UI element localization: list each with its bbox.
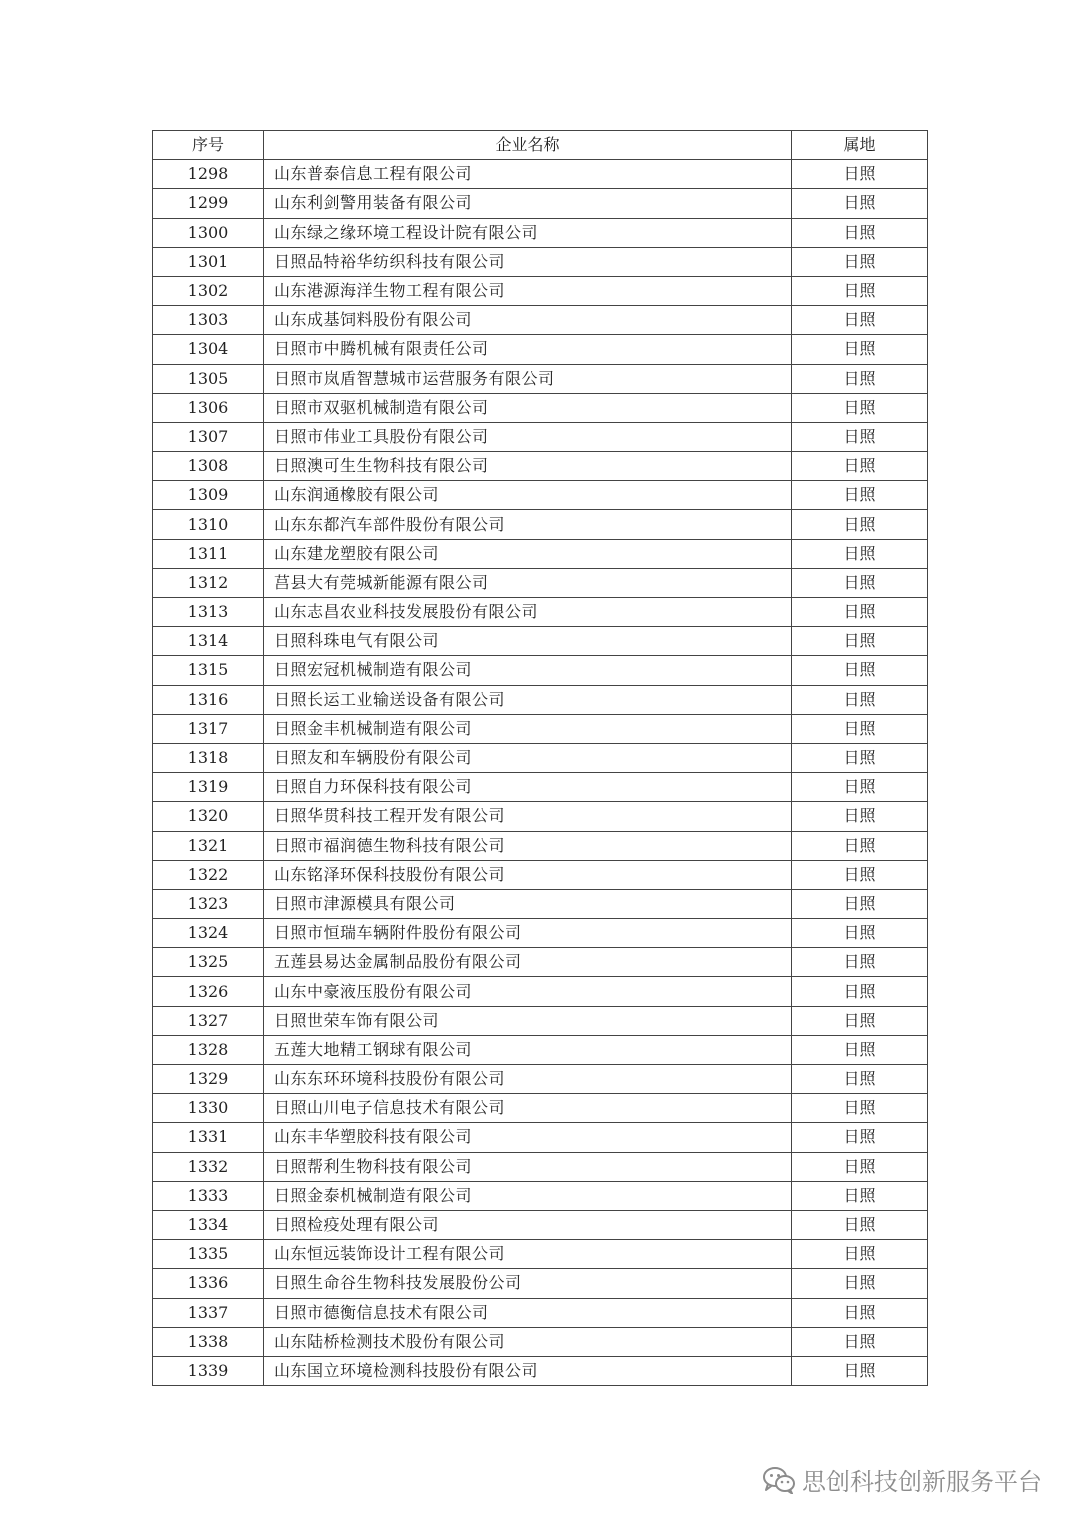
cell-region: 日照 (792, 1356, 928, 1385)
cell-region: 日照 (792, 743, 928, 772)
cell-region: 日照 (792, 218, 928, 247)
cell-serial-number: 1318 (153, 743, 264, 772)
cell-region: 日照 (792, 247, 928, 276)
cell-region: 日照 (792, 568, 928, 597)
cell-company-name: 日照金丰机械制造有限公司 (264, 714, 792, 743)
table-row (153, 1327, 928, 1356)
cell-company-name: 山东志昌农业科技发展股份有限公司 (264, 598, 792, 627)
table-row (153, 889, 928, 918)
table-row (153, 1210, 928, 1239)
cell-serial-number: 1304 (153, 335, 264, 364)
cell-serial-number: 1306 (153, 393, 264, 422)
table-row (153, 1006, 928, 1035)
cell-serial-number: 1333 (153, 1181, 264, 1210)
cell-company-name: 日照澳可生生物科技有限公司 (264, 452, 792, 481)
cell-serial-number: 1307 (153, 422, 264, 451)
cell-company-name: 山东国立环境检测科技股份有限公司 (264, 1356, 792, 1385)
table-header (153, 131, 928, 160)
cell-company-name: 日照品特裕华纺织科技有限公司 (264, 247, 792, 276)
cell-region: 日照 (792, 598, 928, 627)
cell-serial-number: 1320 (153, 802, 264, 831)
cell-company-name: 日照市双驱机械制造有限公司 (264, 393, 792, 422)
cell-serial-number: 1316 (153, 685, 264, 714)
cell-company-name: 山东绿之缘环境工程设计院有限公司 (264, 218, 792, 247)
table-row (153, 948, 928, 977)
cell-region: 日照 (792, 773, 928, 802)
cell-company-name: 日照市福润德生物科技有限公司 (264, 831, 792, 860)
table-row (153, 977, 928, 1006)
cell-company-name: 山东铭泽环保科技股份有限公司 (264, 860, 792, 889)
cell-serial-number: 1299 (153, 189, 264, 218)
table-row (153, 1123, 928, 1152)
cell-company-name: 山东成基饲料股份有限公司 (264, 306, 792, 335)
cell-serial-number: 1338 (153, 1327, 264, 1356)
cell-company-name: 日照友和车辆股份有限公司 (264, 743, 792, 772)
cell-serial-number: 1325 (153, 948, 264, 977)
cell-region: 日照 (792, 452, 928, 481)
cell-serial-number: 1302 (153, 276, 264, 305)
header-row (153, 131, 928, 160)
cell-company-name: 山东中豪液压股份有限公司 (264, 977, 792, 1006)
table-row (153, 452, 928, 481)
cell-company-name: 日照市伟业工具股份有限公司 (264, 422, 792, 451)
cell-company-name: 日照科珠电气有限公司 (264, 627, 792, 656)
table-row (153, 189, 928, 218)
cell-region: 日照 (792, 860, 928, 889)
table-row (153, 1152, 928, 1181)
cell-region: 日照 (792, 1210, 928, 1239)
cell-serial-number: 1323 (153, 889, 264, 918)
cell-serial-number: 1319 (153, 773, 264, 802)
table-row (153, 306, 928, 335)
cell-region: 日照 (792, 481, 928, 510)
cell-region: 日照 (792, 306, 928, 335)
cell-region: 日照 (792, 393, 928, 422)
cell-region: 日照 (792, 1152, 928, 1181)
table-row (153, 1181, 928, 1210)
cell-company-name: 日照检疫处理有限公司 (264, 1210, 792, 1239)
cell-company-name: 日照长运工业输送设备有限公司 (264, 685, 792, 714)
cell-region: 日照 (792, 685, 928, 714)
table-row (153, 860, 928, 889)
cell-serial-number: 1322 (153, 860, 264, 889)
table-row (153, 1356, 928, 1385)
cell-serial-number: 1328 (153, 1035, 264, 1064)
table-row (153, 1035, 928, 1064)
wechat-icon (762, 1466, 796, 1494)
header-region: 属地 (792, 131, 928, 160)
cell-serial-number: 1326 (153, 977, 264, 1006)
enterprise-table (152, 130, 928, 1386)
table-row (153, 568, 928, 597)
cell-region: 日照 (792, 831, 928, 860)
cell-serial-number: 1327 (153, 1006, 264, 1035)
table-row (153, 481, 928, 510)
cell-serial-number: 1332 (153, 1152, 264, 1181)
cell-serial-number: 1298 (153, 160, 264, 189)
cell-serial-number: 1305 (153, 364, 264, 393)
table-row (153, 364, 928, 393)
table-row (153, 335, 928, 364)
cell-serial-number: 1303 (153, 306, 264, 335)
table-row (153, 1240, 928, 1269)
table-row (153, 656, 928, 685)
cell-company-name: 五莲大地精工钢球有限公司 (264, 1035, 792, 1064)
cell-serial-number: 1334 (153, 1210, 264, 1239)
cell-region: 日照 (792, 1094, 928, 1123)
cell-company-name: 日照市恒瑞车辆附件股份有限公司 (264, 919, 792, 948)
cell-company-name: 山东润通橡胶有限公司 (264, 481, 792, 510)
table-row (153, 919, 928, 948)
cell-region: 日照 (792, 977, 928, 1006)
cell-company-name: 日照金泰机械制造有限公司 (264, 1181, 792, 1210)
cell-region: 日照 (792, 422, 928, 451)
cell-company-name: 日照市岚盾智慧城市运营服务有限公司 (264, 364, 792, 393)
cell-region: 日照 (792, 1298, 928, 1327)
cell-region: 日照 (792, 1240, 928, 1269)
cell-region: 日照 (792, 160, 928, 189)
cell-company-name: 日照市中腾机械有限责任公司 (264, 335, 792, 364)
cell-company-name: 山东建龙塑胶有限公司 (264, 539, 792, 568)
table-row (153, 773, 928, 802)
watermark-text: 思创科技创新服务平台 (802, 1468, 1042, 1496)
cell-company-name: 日照自力环保科技有限公司 (264, 773, 792, 802)
table-row (153, 714, 928, 743)
cell-serial-number: 1330 (153, 1094, 264, 1123)
table-row (153, 539, 928, 568)
table-row (153, 627, 928, 656)
table-row (153, 218, 928, 247)
cell-company-name: 山东东都汽车部件股份有限公司 (264, 510, 792, 539)
cell-region: 日照 (792, 1006, 928, 1035)
cell-company-name: 日照山川电子信息技术有限公司 (264, 1094, 792, 1123)
cell-company-name: 山东恒远装饰设计工程有限公司 (264, 1240, 792, 1269)
table-row (153, 510, 928, 539)
cell-serial-number: 1335 (153, 1240, 264, 1269)
table-row (153, 276, 928, 305)
cell-region: 日照 (792, 802, 928, 831)
cell-serial-number: 1308 (153, 452, 264, 481)
table-row (153, 802, 928, 831)
cell-region: 日照 (792, 189, 928, 218)
cell-region: 日照 (792, 276, 928, 305)
cell-serial-number: 1314 (153, 627, 264, 656)
cell-region: 日照 (792, 656, 928, 685)
cell-company-name: 山东丰华塑胶科技有限公司 (264, 1123, 792, 1152)
table-row (153, 598, 928, 627)
cell-serial-number: 1310 (153, 510, 264, 539)
table-row (153, 393, 928, 422)
cell-region: 日照 (792, 335, 928, 364)
table-body (153, 160, 928, 1386)
cell-company-name: 五莲县易达金属制品股份有限公司 (264, 948, 792, 977)
cell-serial-number: 1339 (153, 1356, 264, 1385)
cell-serial-number: 1312 (153, 568, 264, 597)
cell-serial-number: 1324 (153, 919, 264, 948)
cell-serial-number: 1313 (153, 598, 264, 627)
cell-company-name: 日照华贯科技工程开发有限公司 (264, 802, 792, 831)
cell-region: 日照 (792, 1065, 928, 1094)
cell-company-name: 山东利剑警用装备有限公司 (264, 189, 792, 218)
table-row (153, 247, 928, 276)
table-row (153, 1298, 928, 1327)
cell-company-name: 日照市德衡信息技术有限公司 (264, 1298, 792, 1327)
cell-company-name: 山东港源海洋生物工程有限公司 (264, 276, 792, 305)
cell-company-name: 山东东环环境科技股份有限公司 (264, 1065, 792, 1094)
table-row (153, 831, 928, 860)
cell-region: 日照 (792, 1035, 928, 1064)
cell-serial-number: 1315 (153, 656, 264, 685)
table-row (153, 1269, 928, 1298)
cell-region: 日照 (792, 510, 928, 539)
cell-serial-number: 1300 (153, 218, 264, 247)
cell-company-name: 莒县大有莞城新能源有限公司 (264, 568, 792, 597)
cell-serial-number: 1321 (153, 831, 264, 860)
header-company-name: 企业名称 (264, 131, 792, 160)
cell-serial-number: 1311 (153, 539, 264, 568)
cell-company-name: 山东陆桥检测技术股份有限公司 (264, 1327, 792, 1356)
cell-region: 日照 (792, 1269, 928, 1298)
cell-company-name: 日照宏冠机械制造有限公司 (264, 656, 792, 685)
cell-serial-number: 1317 (153, 714, 264, 743)
cell-company-name: 日照市津源模具有限公司 (264, 889, 792, 918)
cell-region: 日照 (792, 627, 928, 656)
cell-serial-number: 1337 (153, 1298, 264, 1327)
cell-company-name: 日照世荣车饰有限公司 (264, 1006, 792, 1035)
cell-company-name: 日照帮利生物科技有限公司 (264, 1152, 792, 1181)
cell-region: 日照 (792, 714, 928, 743)
cell-serial-number: 1331 (153, 1123, 264, 1152)
watermark (762, 1462, 1042, 1497)
table-row (153, 685, 928, 714)
cell-serial-number: 1336 (153, 1269, 264, 1298)
cell-region: 日照 (792, 948, 928, 977)
cell-region: 日照 (792, 919, 928, 948)
table-row (153, 743, 928, 772)
cell-serial-number: 1301 (153, 247, 264, 276)
table-row (153, 1094, 928, 1123)
table-row (153, 1065, 928, 1094)
cell-region: 日照 (792, 539, 928, 568)
cell-region: 日照 (792, 889, 928, 918)
cell-region: 日照 (792, 1181, 928, 1210)
cell-company-name: 山东普泰信息工程有限公司 (264, 160, 792, 189)
cell-serial-number: 1329 (153, 1065, 264, 1094)
table-row (153, 160, 928, 189)
cell-region: 日照 (792, 364, 928, 393)
cell-company-name: 日照生命谷生物科技发展股份公司 (264, 1269, 792, 1298)
cell-region: 日照 (792, 1327, 928, 1356)
cell-region: 日照 (792, 1123, 928, 1152)
header-serial-number: 序号 (153, 131, 264, 160)
cell-serial-number: 1309 (153, 481, 264, 510)
table-row (153, 422, 928, 451)
